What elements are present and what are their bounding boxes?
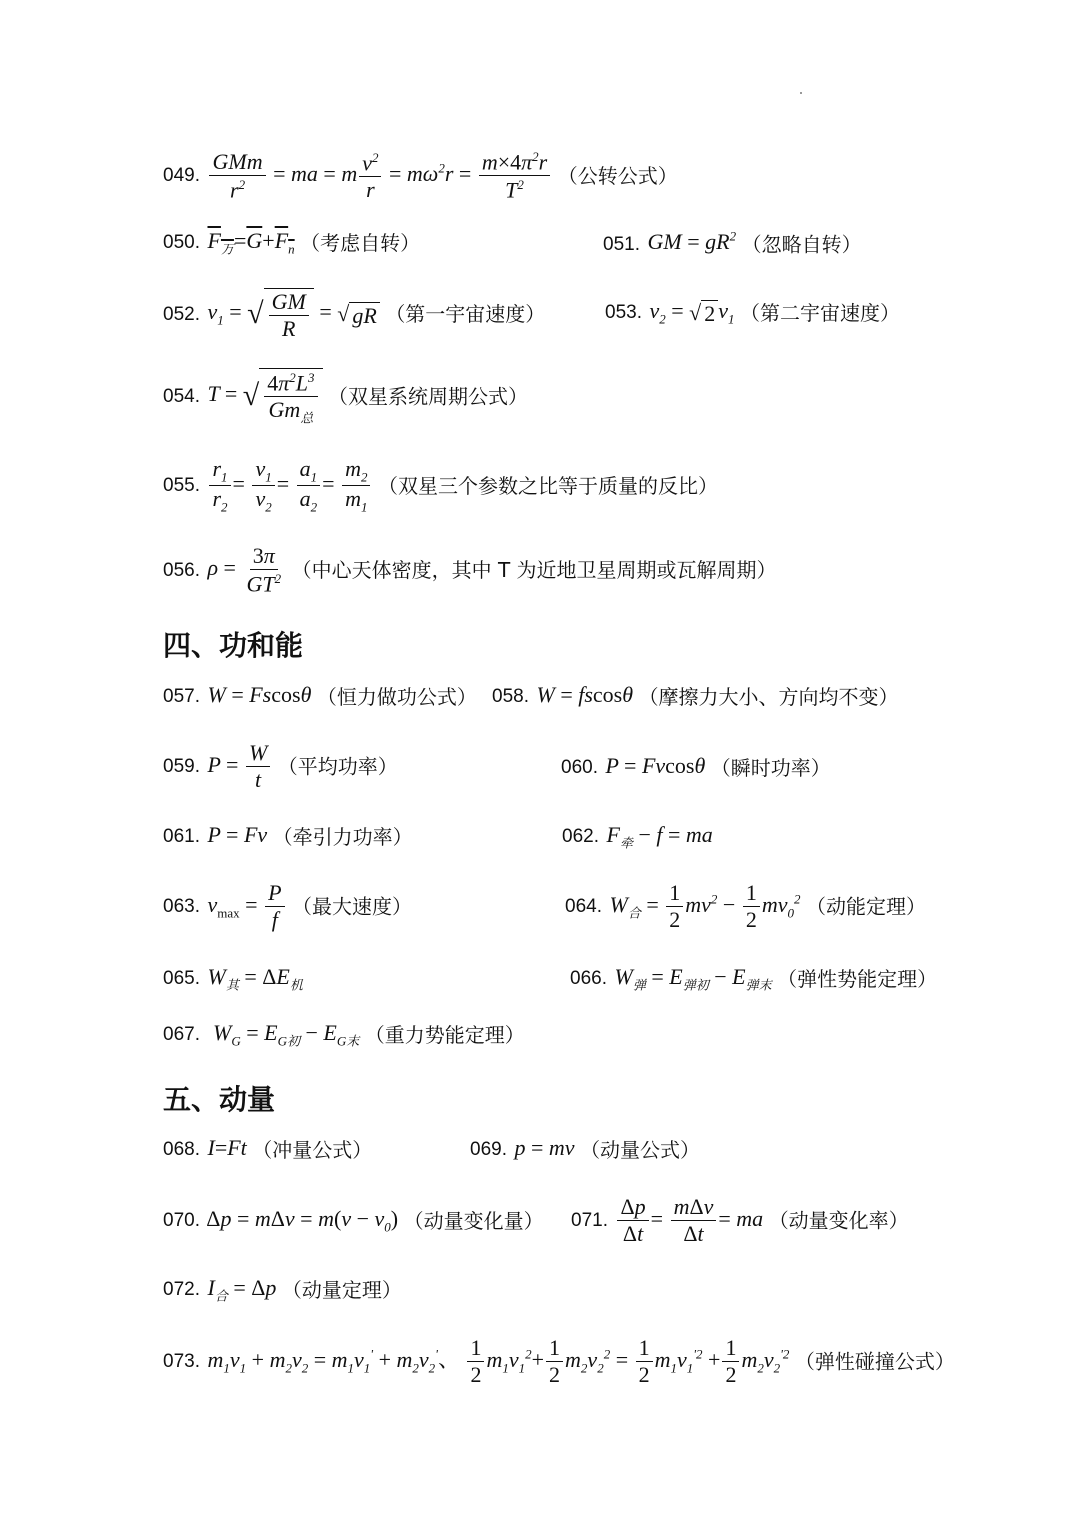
formula-number: 071.: [571, 1210, 608, 1231]
formula-number: 053.: [605, 302, 642, 324]
formula-number: 062.: [562, 826, 599, 848]
formula-expression: $W_合$ = $\frac{1}{2}$ $mv^2$ − $\frac{1}{2}$ $mv_0^2$: [609, 880, 801, 932]
formula-049: [163, 150, 678, 202]
section-heading-momentum: 五、动量: [163, 1083, 276, 1116]
formula-note: （瞬时功率）: [710, 755, 831, 780]
formula-expression: $v_2$ = √ 2 $v_1$: [649, 298, 735, 327]
formula-069: [470, 1137, 700, 1160]
formula-note: （动量定理）: [281, 1277, 402, 1302]
formula-number: 052.: [163, 303, 200, 325]
formula-number: 059.: [163, 756, 200, 777]
formula-066: [570, 966, 937, 991]
formula-055: [163, 458, 718, 514]
formula-expression: $F_牵 - f$ = ma: [606, 822, 713, 851]
formula-number: 065.: [163, 968, 200, 990]
formula-number: 057.: [163, 686, 200, 708]
formula-expression: P = Fv: [207, 822, 268, 847]
formula-note: （第二宇宙速度）: [740, 300, 901, 325]
formula-note: （考虑自转）: [300, 230, 421, 255]
formula-expression: p = mv: [514, 1135, 575, 1160]
formula-number: 072.: [163, 1279, 200, 1301]
page-mark: [800, 92, 802, 94]
formula-note: （双星三个参数之比等于质量的反比）: [377, 473, 718, 498]
formula-note: （动量公式）: [580, 1137, 701, 1162]
formula-expression: $v_{max}$ = $\frac{P}{f}$: [207, 892, 292, 917]
formula-070: [163, 1208, 544, 1233]
formula-number: 070.: [163, 1210, 200, 1232]
formula-expression: $\frac{\Delta p}{\Delta t}$ = $\frac{\text{mΔv}}{\Delta t}$ = ma: [615, 1206, 768, 1231]
formula-note: （牵引力功率）: [272, 824, 413, 849]
formula-number: 054.: [163, 385, 200, 407]
formula-064: [565, 882, 926, 931]
formula-expression: $F_万=\overline{G}+F_n$: [207, 228, 295, 257]
formula-note: （中心天体密度，其中 T 为近地卫星周期或瓦解周期）: [291, 558, 777, 583]
formula-052: [163, 288, 545, 340]
formula-number: 068.: [163, 1139, 200, 1161]
formula-expression: $W_其 = \Delta E_机$: [207, 964, 303, 993]
formula-note: （平均功率）: [277, 754, 398, 779]
formula-expression: W = Fscosθ: [207, 682, 312, 707]
formula-note: （第一宇宙速度）: [385, 302, 546, 326]
formula-expression: ρ = $\frac{3\pi}{GT^2}$: [207, 543, 282, 597]
formula-051: [603, 229, 862, 257]
section-heading-work-energy: 四、功和能: [163, 629, 304, 662]
formula-number: 056.: [163, 559, 200, 581]
formula-expression: $m_1v_1 + m_2v_2 = m_1v_1' + m_2v_2'$、 $\frac{1}{2}$ $m_1v_1^2+$ $\frac{1}{2}$ $m_2v_2^2$ = $\frac{1}{2}$ $m_1v_1^{'2}$ + $\frac{1}{2}$ $m_2v_2^{'2}$: [207, 1335, 790, 1387]
formula-068: [163, 1137, 372, 1160]
formula-058: [492, 684, 899, 707]
formula-expression: GM = $gR^2$: [647, 229, 737, 255]
formula-note: （公转公式）: [557, 163, 678, 188]
formula-number: 073.: [163, 1351, 200, 1372]
formula-note: （重力势能定理）: [364, 1022, 525, 1047]
formula-number: 058.: [492, 686, 529, 708]
formula-number: 066.: [570, 968, 607, 990]
formula-note: （摩擦力大小、方向均不变）: [638, 684, 899, 709]
formula-note: （动量变化量）: [403, 1208, 544, 1233]
formula-note: （动量变化率）: [768, 1208, 909, 1233]
formula-071: [571, 1196, 909, 1245]
formula-number: 060.: [561, 757, 598, 779]
formula-note: （动能定理）: [805, 894, 926, 919]
formula-expression: $W_弹 = E_{弹初} - E_{弹末}$: [614, 964, 772, 993]
formula-number: 050.: [163, 232, 200, 254]
formula-number: 063.: [163, 896, 200, 917]
formula-050: [163, 230, 420, 255]
formula-061: [163, 824, 413, 847]
formula-number: 069.: [470, 1139, 507, 1161]
formula-059: [163, 742, 398, 791]
formula-note: （弹性碰撞公式）: [794, 1349, 955, 1374]
formula-053: [605, 300, 900, 325]
formula-number: 055.: [163, 475, 200, 497]
formula-note: （恒力做功公式）: [316, 684, 477, 709]
formula-number: 064.: [565, 896, 602, 917]
formula-056: [163, 545, 777, 595]
formula-073: [163, 1337, 955, 1386]
formula-expression: P = $\frac{W}{t}$: [207, 752, 277, 777]
formula-expression: $\frac{\text{GMm}}{r^2}$ = ma = m $\frac{v^2}{r}$ = $m\omega^2r$ = $\frac{m\times 4\pi^2r}{T^2}$: [207, 161, 557, 186]
formula-expression: P = Fvcosθ: [605, 753, 706, 778]
formula-expression: $W_G = E_{G初} - E_{G末}$: [207, 1020, 360, 1049]
formula-057: [163, 684, 477, 707]
formula-number: 067.: [163, 1024, 200, 1046]
formula-060: [561, 755, 831, 778]
formula-number: 051.: [603, 233, 640, 255]
formula-number: 049.: [163, 165, 200, 187]
formula-expression: T = √ $\frac{4\pi^2L^3}{Gm_总}$: [207, 381, 328, 406]
formula-expression: $I_合 = \Delta p$: [207, 1275, 277, 1304]
formula-072: [163, 1277, 402, 1302]
formula-expression: $\Delta p = m\Delta v = m(v - v_0)$: [206, 1206, 399, 1235]
formula-067: [163, 1022, 525, 1047]
formula-expression: $\frac{r_1}{r_2}$ = $\frac{v_1}{v_2}$ = $\frac{a_1}{a_2}$ = $\frac{m_2}{m_1}$: [207, 471, 377, 496]
formula-note: （冲量公式）: [252, 1137, 373, 1162]
formula-note: （忽略自转）: [741, 232, 862, 257]
formula-062: [562, 824, 713, 849]
formula-054: [163, 368, 528, 425]
formula-note: （弹性势能定理）: [777, 966, 938, 991]
formula-expression: I=Ft: [207, 1135, 247, 1160]
formula-note: （双星系统周期公式）: [328, 384, 528, 409]
formula-note: （最大速度）: [292, 894, 413, 919]
formula-number: 061.: [163, 826, 200, 848]
formula-065: [163, 966, 303, 991]
formula-expression: W = fscosθ: [536, 682, 634, 707]
formula-expression: $v_1$ = √ $\frac{GM}{R}$ = √ gR: [207, 299, 385, 324]
formula-063: [163, 882, 412, 931]
